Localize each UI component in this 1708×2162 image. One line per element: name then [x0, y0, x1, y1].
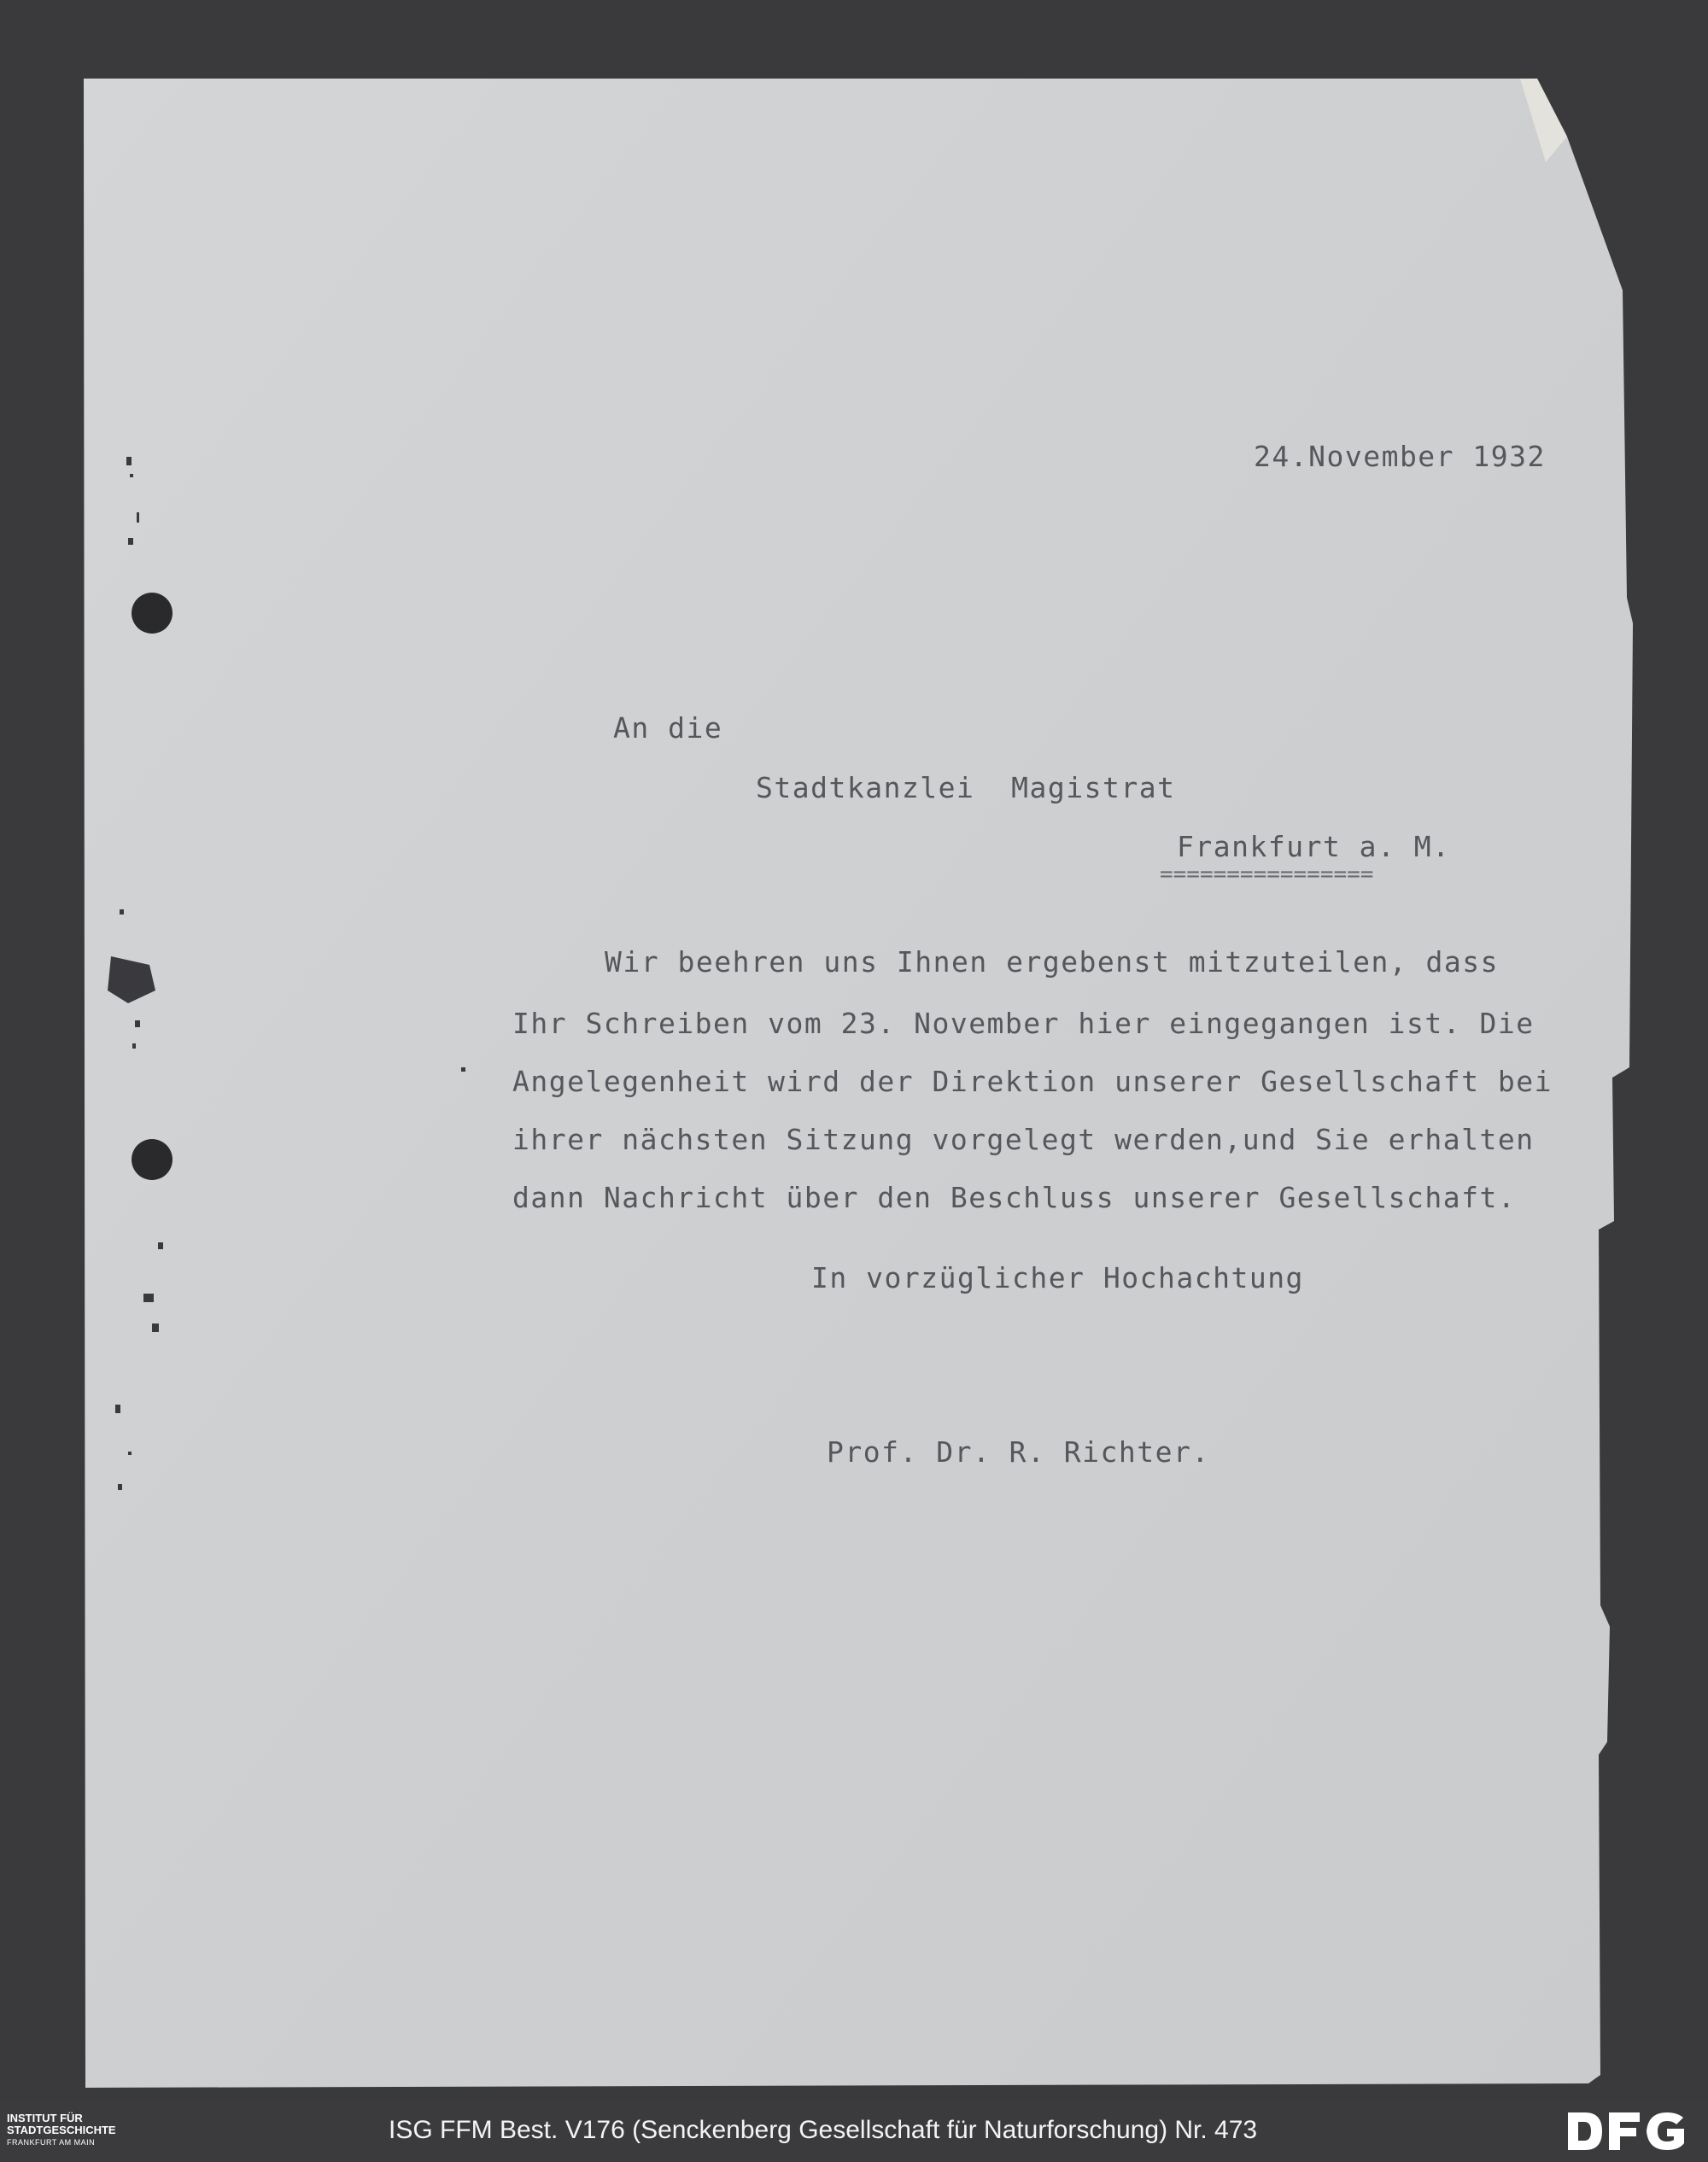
- recipient-underline: ================: [1160, 862, 1374, 887]
- recipient-line-3: Frankfurt a. M.: [1177, 830, 1451, 863]
- body-line-1: Wir beehren uns Ihnen ergebenst mitzuteilen, dass: [605, 945, 1500, 979]
- punch-hole-top: [132, 593, 173, 634]
- shelfmark-caption: ISG FFM Best. V176 (Senckenberg Gesellschaft für Naturforschung) Nr. 473: [389, 2116, 1258, 2144]
- body-line-2: Ihr Schreiben vom 23. November hier eingegangen ist. Die: [512, 1007, 1535, 1040]
- closing-formula: In vorzüglicher Hochachtung: [811, 1261, 1304, 1294]
- recipient-line-2: Stadtkanzlei Magistrat: [756, 771, 1176, 804]
- institute-logo: [7, 2112, 143, 2148]
- archive-footer: [0, 2101, 1708, 2162]
- institute-line-2: STADTGESCHICHTE: [7, 2124, 116, 2136]
- body-line-4: ihrer nächsten Sitzung vorgelegt werden,und Sie erhalten: [512, 1123, 1535, 1156]
- body-line-3: Angelegenheit wird der Direktion unserer Gesellschaft bei: [512, 1065, 1553, 1098]
- punch-hole-bottom: [132, 1139, 173, 1180]
- institute-line-1: INSTITUT FÜR: [7, 2112, 83, 2124]
- signature-typed: Prof. Dr. R. Richter.: [827, 1435, 1210, 1469]
- recipient-line-1: An die: [613, 711, 723, 745]
- letter-date: 24.November 1932: [1254, 440, 1546, 473]
- dfg-logo-icon: [1565, 2107, 1693, 2155]
- institute-line-3: FRANKFURT AM MAIN: [7, 2138, 96, 2147]
- body-line-5: dann Nachricht über den Beschluss unserer Gesellschaft.: [512, 1181, 1517, 1214]
